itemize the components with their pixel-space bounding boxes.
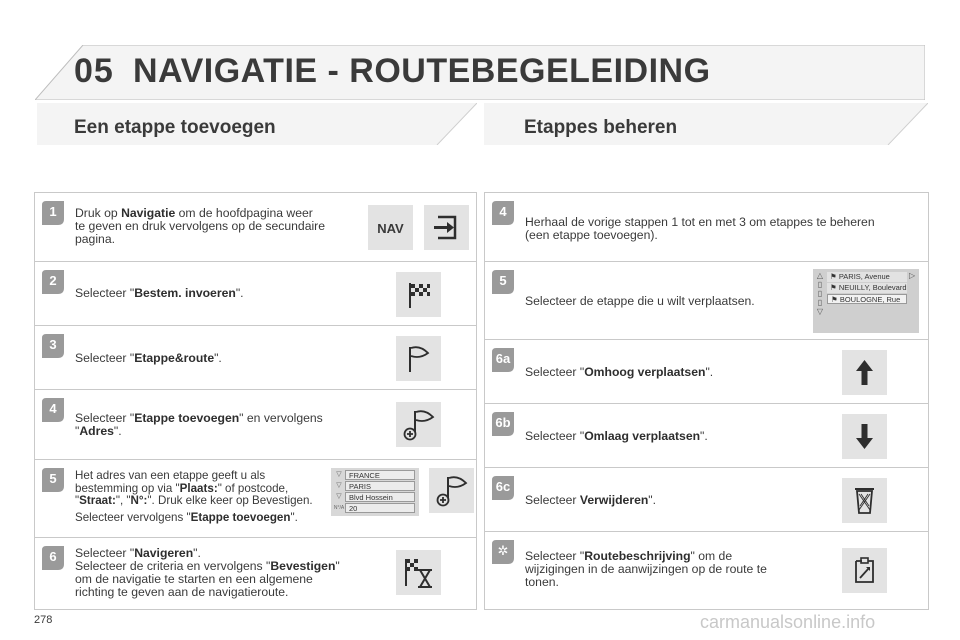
step-badge: 5 — [42, 468, 68, 492]
left-step-5 — [35, 459, 476, 538]
city-field[interactable]: PARIS — [345, 481, 415, 491]
secondary-page-icon[interactable] — [424, 205, 469, 250]
add-stage-flag-icon[interactable] — [396, 402, 441, 447]
step-badge: 1 — [42, 201, 68, 225]
step-6c-text: Selecteer Verwijderen". — [525, 493, 657, 507]
step-6b-text: Selecteer "Omlaag verplaatsen". — [525, 429, 708, 443]
stage-item[interactable]: ⚑ NEUILLY, Boulevard — [827, 283, 907, 293]
move-up-arrow-icon[interactable] — [842, 350, 887, 395]
dropdown-arrow-icon: ▽ — [336, 493, 342, 500]
step-6-text: Selecteer "Navigeren". Selecteer de criteria en vervolgens "Bevestigen" om de navigatie te starten en een algemene richting te geven aan de navigatieroute. — [75, 546, 340, 599]
page-number: 278 — [34, 614, 53, 626]
flag-icon: ⚑ — [831, 295, 838, 304]
nav-button[interactable] — [368, 205, 413, 250]
right-step-6c — [485, 467, 928, 532]
route-description-icon[interactable] — [842, 548, 887, 593]
flag-icon: ⚑ — [830, 272, 837, 281]
trash-bin-icon[interactable] — [842, 478, 887, 523]
chapter-number: 05 — [74, 52, 114, 90]
navigate-hourglass-flag-icon[interactable] — [396, 550, 441, 595]
left-steps-panel — [34, 192, 477, 610]
stage-item[interactable]: ⚑ PARIS, Avenue — [827, 272, 907, 282]
play-arrow-icon[interactable]: ▷ — [909, 271, 916, 280]
right-step-5 — [485, 261, 928, 340]
number-label: N°/A — [333, 505, 345, 511]
svg-text:NAV: NAV — [377, 221, 404, 236]
right-steps-panel — [484, 192, 929, 610]
street-field[interactable]: Blvd Hossein — [345, 492, 415, 502]
scroll-controls[interactable]: △ ▯ ▯ ▯ ▽ — [816, 271, 824, 316]
stage-list-screen — [813, 269, 919, 333]
flag-icon[interactable] — [396, 336, 441, 381]
number-field[interactable]: 20 — [345, 503, 415, 513]
chapter-title: NAVIGATIE - ROUTEBEGELEIDING — [133, 52, 711, 90]
step-r4-text: Herhaal de vorige stappen 1 tot en met 3 om etappes te beheren (een etappe toevoegen). — [525, 215, 875, 242]
move-down-arrow-icon[interactable] — [842, 414, 887, 459]
right-section-title: Etappes beheren — [524, 117, 678, 138]
left-step-1 — [35, 193, 476, 261]
step-badge: 4 — [42, 398, 68, 422]
add-stage-flag-icon[interactable] — [429, 468, 474, 513]
step-3-text: Selecteer "Etappe&route". — [75, 351, 222, 365]
right-step-6a — [485, 339, 928, 404]
step-2-text: Selecteer "Bestem. invoeren". — [75, 286, 244, 300]
left-step-2 — [35, 261, 476, 326]
step-badge: 6a — [492, 348, 518, 372]
flag-icon: ⚑ — [830, 283, 837, 292]
step-badge — [492, 540, 518, 564]
gear-icon: ✲ — [497, 543, 509, 558]
country-field[interactable]: FRANCE — [345, 470, 415, 480]
step-badge: 5 — [492, 270, 518, 294]
step-route-description-text: Selecteer "Routebeschrijving" om de wijzigingen in de aanwijzingen op de route te tonen. — [525, 549, 767, 589]
watermark: carmanualsonline.info — [700, 612, 876, 632]
step-badge: 6 — [42, 546, 68, 570]
step-4-text: Selecteer "Etappe toevoegen" en vervolgens "Adres". — [75, 411, 323, 438]
dropdown-arrow-icon: ▽ — [336, 471, 342, 478]
dropdown-arrow-icon: ▽ — [336, 482, 342, 489]
left-section-title: Een etappe toevoegen — [74, 117, 276, 138]
address-entry-screen — [331, 468, 419, 516]
step-badge: 3 — [42, 334, 68, 358]
left-step-6 — [35, 537, 476, 610]
right-step-route-description — [485, 531, 928, 610]
left-step-3 — [35, 325, 476, 390]
stage-item-selected[interactable]: ⚑ BOULOGNE, Rue — [827, 294, 907, 304]
right-step-4 — [485, 193, 928, 261]
step-badge: 6c — [492, 476, 518, 500]
checkered-flag-icon[interactable] — [396, 272, 441, 317]
left-step-4 — [35, 389, 476, 460]
step-6a-text: Selecteer "Omhoog verplaatsen". — [525, 365, 714, 379]
step-1-text: Druk op Navigatie om de hoofdpagina weer te geven en druk vervolgens op de secundaire pagina. — [75, 206, 326, 246]
step-badge: 2 — [42, 270, 68, 294]
step-badge: 6b — [492, 412, 518, 436]
step-badge: 4 — [492, 201, 518, 225]
step-5-text: Het adres van een etappe geeft u als bestemming op via "Plaats:" of postcode, "Straat:", "N°:". Druk elke keer op Bevestigen. Selecteer vervolgens "Etappe toevoegen". — [75, 469, 313, 524]
step-r5-text: Selecteer de etappe die u wilt verplaatsen. — [525, 294, 755, 308]
right-step-6b — [485, 403, 928, 468]
